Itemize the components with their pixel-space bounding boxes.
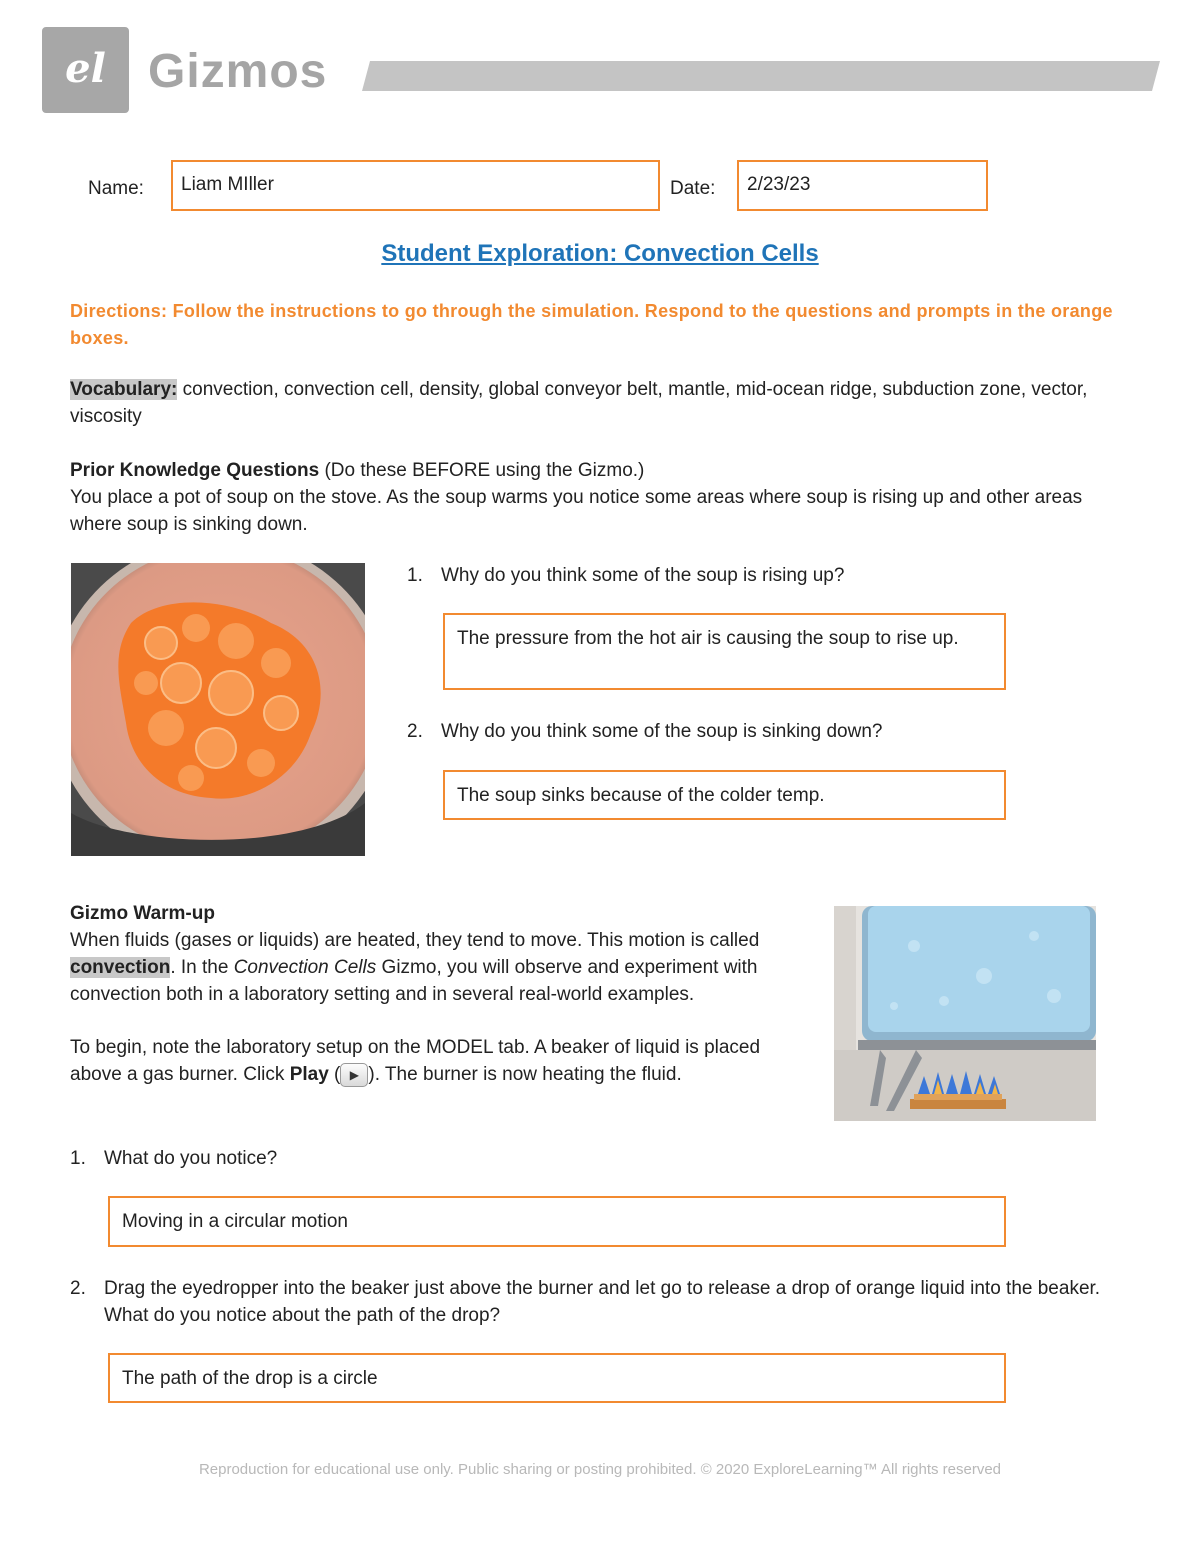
name-field[interactable]: Liam MIller [171, 160, 660, 211]
soup-pot-image [71, 563, 365, 856]
answer-box-3[interactable]: Moving in a circular motion [108, 1196, 1006, 1247]
vocabulary-label: Vocabulary: [70, 379, 178, 400]
warmup-question-2 [70, 1275, 1140, 1329]
question-text: Why do you think some of the soup is sinking down? [441, 721, 883, 742]
page-title: Student Exploration: Convection Cells [381, 240, 819, 267]
answer-box-4[interactable]: The path of the drop is a circle [108, 1353, 1006, 1403]
gizmo-name: Convection Cells [233, 957, 377, 978]
vocabulary [70, 376, 1130, 430]
date-field[interactable]: 2/23/23 [737, 160, 988, 211]
warmup-question-1 [70, 1145, 970, 1172]
logo-text: el [65, 45, 106, 92]
answer-box-1[interactable]: The pressure from the hot air is causing the soup to rise up. [443, 613, 1006, 690]
question-number: 1. [70, 1148, 86, 1169]
prior-knowledge-intro: You place a pot of soup on the stove. As the soup warms you notice some areas where soup is rising up and other areas where soup is sinking down. [70, 487, 1083, 535]
warmup-paragraph-2: To begin, note the laboratory setup on the MODEL tab. A beaker of liquid is placed above a gas burner. Click Play ( ▶ ). The burner is now heating the fluid. [70, 1037, 761, 1085]
question-text: Drag the eyedropper into the beaker just above the burner and let go to release a drop of orange liquid into the beaker. What do you notice about the path of the drop? [104, 1278, 1101, 1326]
play-label: Play [289, 1064, 329, 1085]
explorelearning-logo [42, 27, 129, 113]
convection-term: convection [70, 957, 171, 978]
question-number: 1. [407, 565, 423, 586]
directions: Directions: Follow the instructions to go through the simulation. Respond to the questions and prompts in the orange boxes. [70, 301, 1113, 348]
question-number: 2. [70, 1278, 86, 1299]
question-number: 2. [407, 721, 423, 742]
warmup-heading: Gizmo Warm-up [70, 903, 215, 924]
warmup-paragraph-1: When fluids (gases or liquids) are heated, they tend to move. This motion is called convection. In the Convection Cells Gizmo, you will observe and experiment with convection both in a laboratory setting and in several real-world examples. [70, 930, 760, 1005]
question-text: What do you notice? [104, 1148, 278, 1169]
prior-knowledge-section [70, 457, 1130, 538]
prior-knowledge-heading: Prior Knowledge Questions [70, 460, 320, 481]
date-label: Date: [670, 178, 716, 199]
play-icon: ▶ [340, 1063, 368, 1087]
answer-box-2[interactable]: The soup sinks because of the colder temp. [443, 770, 1006, 820]
name-label: Name: [88, 178, 144, 199]
gizmos-brand: Gizmos [148, 45, 328, 98]
prior-knowledge-note: (Do these BEFORE using the Gizmo.) [324, 460, 645, 481]
header-bar [362, 61, 1160, 91]
question-text: Why do you think some of the soup is rising up? [441, 565, 845, 586]
question-2 [407, 718, 1027, 745]
warmup-section [70, 900, 800, 1088]
vocabulary-terms: convection, convection cell, density, global conveyor belt, mantle, mid-ocean ridge, subduction zone, vector, viscosity [70, 379, 1088, 427]
beaker-burner-image [834, 906, 1096, 1121]
question-1 [407, 562, 1027, 589]
footer-copyright: Reproduction for educational use only. Public sharing or posting prohibited. © 2020 ExploreLearning™ All rights reserved [198, 1461, 1002, 1478]
